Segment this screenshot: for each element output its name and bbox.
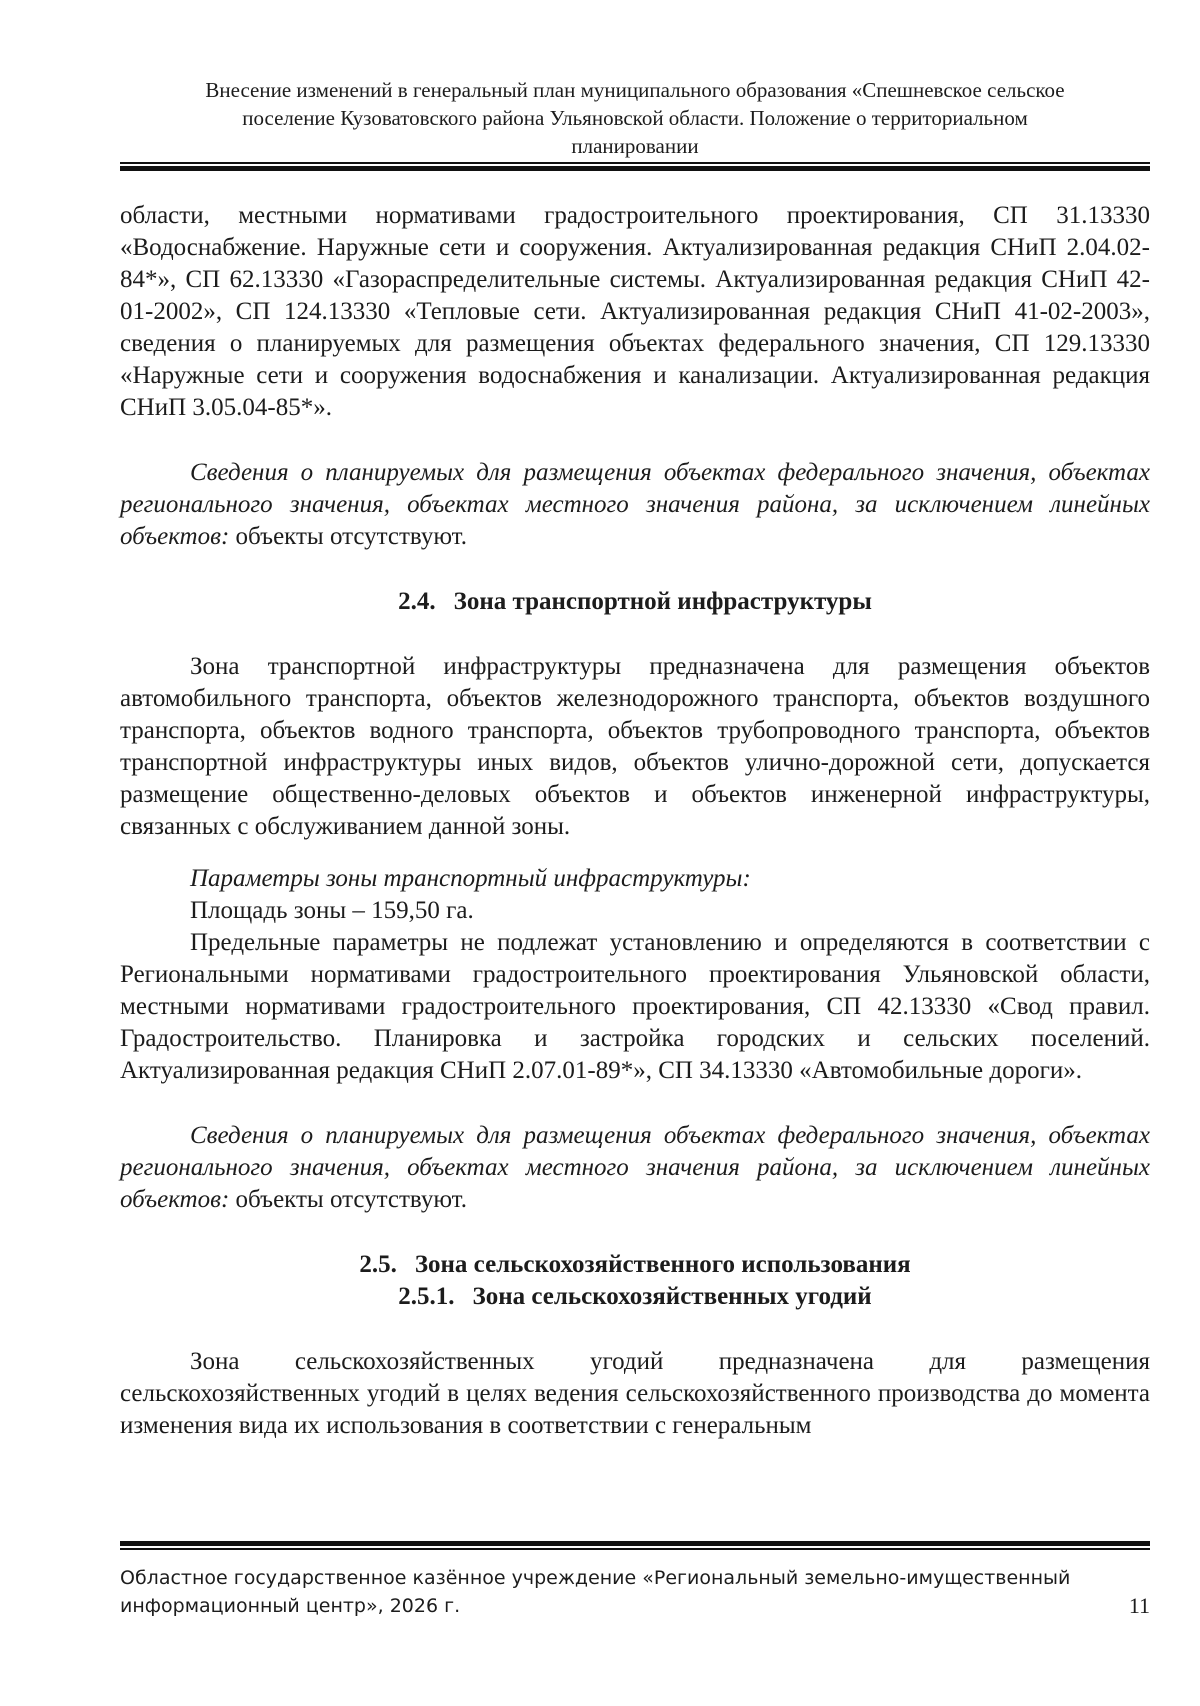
footer-line-2: информационный центр», 2026 г. [120, 1595, 461, 1617]
zone-limit-parameters: Предельные параметры не подлежат установлению и определяются в соответствии с Региональными нормативами градостроительного проектирования Ульяновской области, местными нормативами градостроительного проектирования, СП 42.13330 «Свод правил. Градостроительство. Планировка и застройка городских и сельских поселений. Актуализированная редакция СНиП 2.07.01-89*», СП 34.13330 «Автомобильные дороги». [120, 929, 1150, 1084]
paragraph-continuation: области, местными нормативами градостроительного проектирования, СП 31.13330 «Водоснабжение. Наружные сети и сооружения. Актуализированная редакция СНиП 2.04.02-84*», СП 62.13330 «Газораспределительные системы. Актуализированная редакция СНиП 42-01-2002», СП 124.13330 «Тепловые сети. Актуализированная редакция СНиП 41-02-2003», сведения о планируемых для размещения объектах федерального значения, СП 129.13330 «Наружные сети и сооружения водоснабжения и канализации. Актуализированная редакция СНиП 3.05.04-85*». [120, 202, 1150, 421]
section-number: 2.4. [398, 588, 436, 615]
zone-area: Площадь зоны – 159,50 га. [190, 897, 474, 924]
header-rule-thin [120, 162, 1150, 164]
section-number: 2.5. [359, 1251, 397, 1278]
document-header [120, 76, 1150, 160]
section-title: Зона сельскохозяйственного использования [414, 1251, 911, 1278]
header-line-2: поселение Кузоватовского района Ульяновской области. Положение о территориальном [242, 106, 1028, 130]
planned-objects-note-1-value: объекты отсутствуют. [229, 523, 467, 550]
page-number: 11 [1128, 1593, 1150, 1618]
section-heading-2-5 [120, 1249, 1150, 1281]
planned-objects-note-1 [120, 457, 1150, 553]
document-body [120, 200, 1150, 1442]
planned-objects-note-2-label: Сведения о планируемых для размещения объектах федерального значения, объектах регионального значения, объектах местного значения района, за исключением линейных объектов: [120, 1122, 1150, 1213]
section-heading-2-5-1 [120, 1281, 1150, 1313]
planned-objects-note-2 [120, 1120, 1150, 1216]
agricultural-zone-description: Зона сельскохозяйственных угодий предназначена для размещения сельскохозяйственных угодий в целях ведения сельскохозяйственного производства до момента изменения вида их использования в соответствии с генеральным [120, 1348, 1150, 1439]
planned-objects-note-2-value: объекты отсутствуют. [229, 1186, 467, 1213]
section-title: Зона сельскохозяйственных угодий [472, 1283, 872, 1310]
zone-parameters-title: Параметры зоны транспортный инфраструктуры: [190, 865, 751, 892]
header-rule-thick [120, 166, 1150, 171]
section-title: Зона транспортной инфраструктуры [453, 588, 872, 615]
planned-objects-note-1-label: Сведения о планируемых для размещения объектах федерального значения, объектах регионального значения, объектах местного значения района, за исключением линейных объектов: [120, 459, 1150, 550]
section-number: 2.5.1. [398, 1283, 455, 1310]
footer-rule-thin [120, 1548, 1150, 1550]
footer-rule-thick [120, 1541, 1150, 1546]
transport-zone-description: Зона транспортной инфраструктуры предназначена для размещения объектов автомобильного транспорта, объектов железнодорожного транспорта, объектов воздушного транспорта, объектов водного транспорта, объектов трубопроводного транспорта, объектов транспортной инфраструктуры иных видов, объектов улично-дорожной сети, допускается размещение общественно-деловых объектов и объектов инженерной инфраструктуры, связанных с обслуживанием данной зоны. [120, 653, 1150, 840]
header-line-3: планировании [571, 134, 699, 158]
document-footer [120, 1564, 1150, 1620]
header-line-1: Внесение изменений в генеральный план муниципального образования «Спешневское сельское [205, 78, 1065, 102]
footer-line-1: Областное государственное казённое учреждение «Региональный земельно-имущественный [120, 1567, 1071, 1589]
section-heading-2-4 [120, 586, 1150, 618]
